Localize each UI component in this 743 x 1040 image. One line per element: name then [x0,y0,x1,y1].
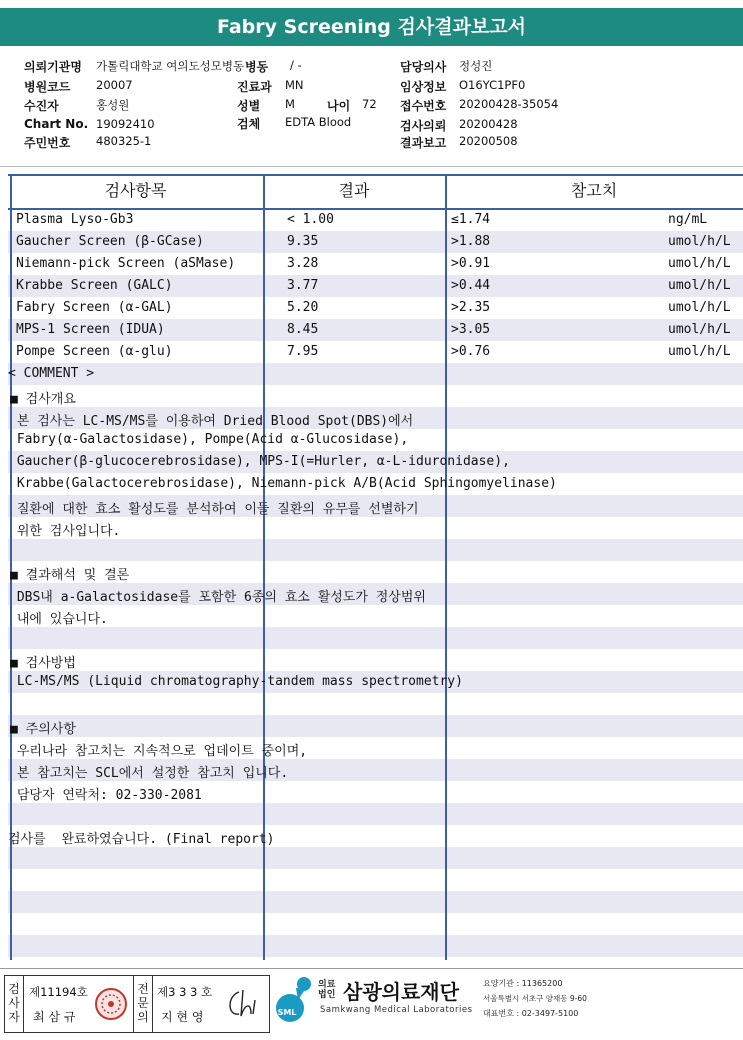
test-item-name: Niemann-pick Screen (aSMase) [16,256,236,271]
reference-range: >3.05 [451,322,491,337]
comment-section-heading: ■ 검사개요 [10,392,76,407]
test-result-value: < 1.00 [287,212,334,227]
specialist-label: 전문의 [137,982,149,1024]
institution-code: 요양기관 : 11365200 [483,979,563,988]
comment-line: 질환에 대한 효소 활성도를 분석하여 이들 질환의 유무를 선별하기 [9,502,419,517]
ward-label: 병동 [245,60,269,74]
patient-value: 홍성원 [96,98,130,112]
examiner-name: 최 삼 규 [33,1010,76,1024]
receipt-value: 20200428-35054 [459,97,559,111]
comment-line: 본 참고치는 SCL에서 설정한 참고치 입니다. [9,766,289,781]
grid-col-divider-2 [445,174,447,960]
age-value: 72 [362,97,377,111]
reference-unit: ng/mL [668,212,708,227]
reference-range: >0.44 [451,278,491,293]
test-item-name: Pompe Screen (α-glu) [16,344,173,359]
grid-head-border [8,208,743,210]
comment-line: LC-MS/MS (Liquid chromatography-tandem mass spectrometry) [9,674,463,689]
comment-line: Gaucher(β-glucocerebrosidase), MPS-I(=Hurler, α-L-iduronidase), [9,454,510,469]
request-date-label: 검사의뢰 [400,119,447,133]
signature-box [4,975,270,1033]
row-stripe [8,935,743,957]
comment-line: DBS내 a-Galactosidase를 포함한 6종의 효소 활성도가 정상범위 [9,590,426,605]
comment-line: 위한 검사입니다. [9,524,121,539]
clinical-label: 임상정보 [400,80,447,94]
row-stripe [8,803,743,825]
age-label: 나이 [327,99,351,113]
reference-unit: umol/h/L [668,234,731,249]
test-result-value: 5.20 [287,300,319,315]
test-result-value: 7.95 [287,344,319,359]
specimen-value: EDTA Blood [285,115,352,129]
logo-badge-text: SML [277,1008,297,1017]
specimen-label: 검체 [237,117,261,131]
row-stripe [8,363,743,385]
sex-label: 성별 [237,99,261,113]
reference-unit: umol/h/L [668,278,731,293]
row-stripe [8,715,743,737]
comment-line: 검사를 완료하였습니다. (Final report) [8,832,275,847]
comment-line: 내에 있습니다. [9,612,108,627]
footer [0,968,743,1040]
comment-section-heading: ■ 주의사항 [10,722,76,737]
dept-label: 진료과 [237,80,272,94]
doctor-value: 정성진 [459,59,493,73]
test-item-name: Gaucher Screen (β-GCase) [16,234,204,249]
id-number-value: 480325-1 [96,134,152,148]
reference-range: >0.76 [451,344,491,359]
test-result-value: 8.45 [287,322,319,337]
comment-line: 우리나라 참고치는 지속적으로 업데이트 중이며, [9,744,308,759]
comment-section-heading: ■ 검사방법 [10,656,76,671]
report-date-label: 결과보고 [400,136,447,150]
org-type: 의료법인 [318,980,336,1000]
reference-unit: umol/h/L [668,300,731,315]
id-number-label: 주민번호 [24,136,71,150]
hospital-code-label: 병원코드 [24,80,71,94]
row-stripe [8,847,743,869]
comment-heading: < COMMENT > [8,366,95,381]
report-title: Fabry Screening 검사결과보고서 [0,8,743,46]
row-stripe [8,539,743,561]
examiner-license: 제11194호 [29,985,88,999]
examiner-label: 검사자 [8,982,20,1024]
reference-unit: umol/h/L [668,344,731,359]
test-result-value: 3.28 [287,256,319,271]
comment-line: 담당자 연락처: 02-330-2081 [9,788,202,803]
org-phone: 대표번호 : 02-3497-5100 [483,1009,579,1018]
receipt-label: 접수번호 [400,99,447,113]
test-item-name: Plasma Lyso-Gb3 [16,212,134,227]
request-date-value: 20200428 [459,117,518,131]
comment-section-heading: ■ 결과해석 및 결론 [10,568,130,583]
hospital-code-value: 20007 [96,78,133,92]
chart-no-label: Chart No. [24,117,89,131]
reference-range: >1.88 [451,234,491,249]
patient-label: 수진자 [24,99,59,113]
report-date-value: 20200508 [459,134,518,148]
col-header-reference: 참고치 [570,181,618,200]
specialist-license: 제3 3 3 호 [157,985,213,999]
reference-range: ≤1.74 [451,212,491,227]
doctor-label: 담당의사 [400,60,447,74]
reference-range: >0.91 [451,256,491,271]
signature-icon [223,986,263,1022]
header-divider [0,166,743,167]
org-address: 서울특별시 서초구 양재동 9-60 [483,994,587,1003]
row-stripe [8,891,743,913]
footer-divider [0,968,743,969]
col-header-item: 검사항목 [104,181,167,200]
institution-value: 가톨릭대학교 여의도성모병동 [96,59,245,73]
org-english-name: Samkwang Medical Laboratories [320,1005,473,1015]
reference-unit: umol/h/L [668,322,731,337]
comment-line: Fabry(α-Galactosidase), Pompe(Acid α-Glucosidase), [9,432,409,447]
results-grid [8,174,743,960]
dept-value: MN [285,78,304,92]
ward-value: / - [290,58,302,72]
test-item-name: MPS-1 Screen (IDUA) [16,322,165,337]
org-name: 삼광의료재단 [343,980,459,1004]
test-item-name: Fabry Screen (α-GAL) [16,300,173,315]
test-result-value: 3.77 [287,278,319,293]
chart-no-value: 19092410 [96,117,155,131]
reference-unit: umol/h/L [668,256,731,271]
test-result-value: 9.35 [287,234,319,249]
clinical-value: O16YC1PF0 [459,78,526,92]
comment-line: 본 검사는 LC-MS/MS를 이용하여 Dried Blood Spot(DBS)에서 [9,414,414,429]
specialist-name: 지 현 영 [161,1010,204,1024]
row-stripe [8,627,743,649]
reference-range: >2.35 [451,300,491,315]
institution-label: 의뢰기관명 [24,60,82,74]
comment-line: Krabbe(Galactocerebrosidase), Niemann-pick A/B(Acid Sphingomyelinase) [9,476,557,491]
test-item-name: Krabbe Screen (GALC) [16,278,173,293]
seal-stamp-icon [93,986,129,1022]
col-header-result: 결과 [338,181,370,200]
sex-value: M [285,97,295,111]
